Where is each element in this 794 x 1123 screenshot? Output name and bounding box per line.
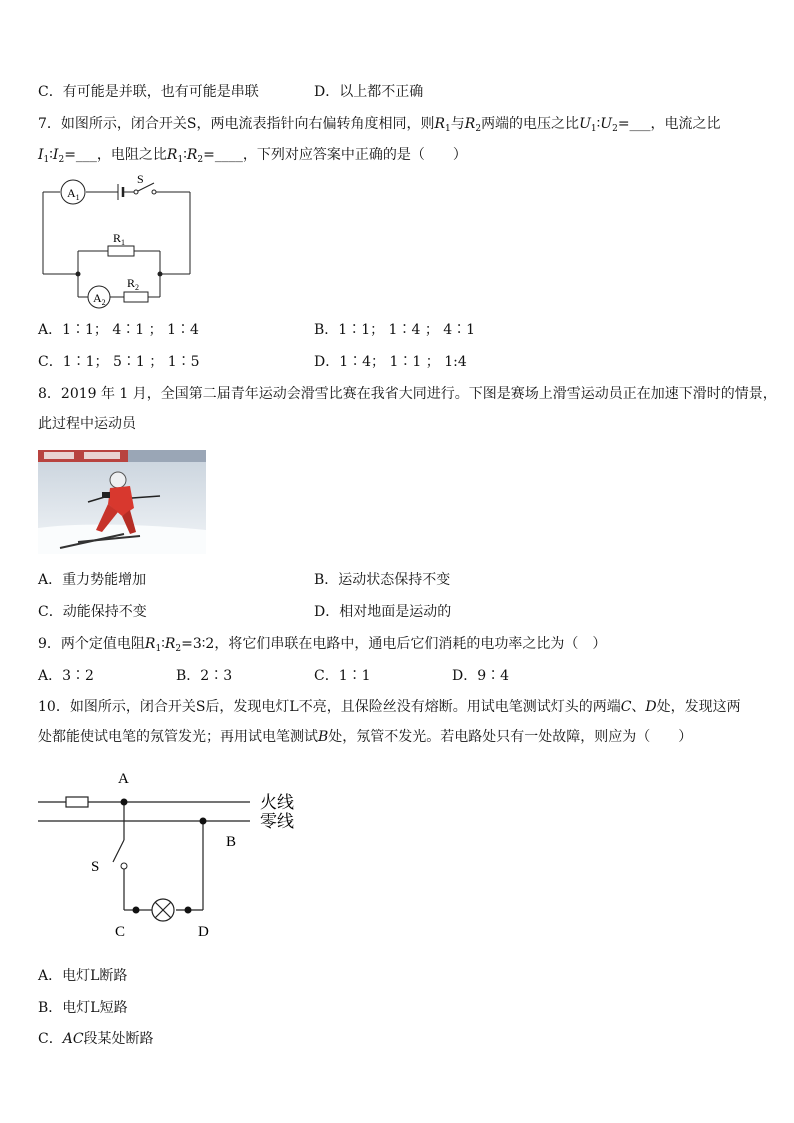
q8-stem-line1: 8．2019 年 1 月，全国第二届青年运动会滑雪比赛在我省大同进行。下图是赛场上滑雪运动员正在加速下滑时的情景， xyxy=(38,386,777,402)
label-r1: $R_1$ xyxy=(113,231,126,247)
q9-stem: 9．两个定值电阻$R_1∶R_2=3∶2$，将它们串联在电路中，通电后它们消耗的电功率之比为（ ） xyxy=(38,636,607,654)
label-d: D xyxy=(198,924,209,940)
label-a: A xyxy=(118,771,129,787)
q7-stem-line2: $I_1∶I_2=\_\_\_$，电阻之比$R_1∶R_2=\_\_\_\_$，下列对应答案中正确的是（ ） xyxy=(38,147,467,165)
label-b: B xyxy=(226,834,237,850)
label-a2: $A_2$ xyxy=(93,291,106,307)
q10-option-c: C．AC段某处断路 xyxy=(38,1031,154,1047)
q8-option-a: A．重力势能增加 xyxy=(38,572,147,588)
q9-option-a: A．3∶2 xyxy=(38,668,94,684)
q10-circuit-diagram xyxy=(38,762,308,942)
q9-option-d: D．9∶4 xyxy=(452,668,510,684)
q6-option-c: C．有可能是并联，也有可能是串联 xyxy=(38,84,259,100)
label-a1: $A_1$ xyxy=(67,186,80,202)
q7-circuit-diagram xyxy=(38,170,198,310)
q10-option-b: B．电灯L短路 xyxy=(38,1000,128,1016)
q7-stem-line1: 7．如图所示，闭合开关S，两电流表指针向右偏转角度相同，则$R_1$与$R_2$两端的电压之比$U_1∶U_2=\_\_\_$，电流之比 xyxy=(38,116,721,134)
q10-stem-line1: 10．如图所示，闭合开关S后，发现电灯L不亮，且保险丝没有熔断。用试电笔测试灯头的两端C、D处，发现这两 xyxy=(38,699,741,715)
q7-option-a: A．1∶1； 4∶1 ； 1∶4 xyxy=(38,322,199,338)
label-r2: $R_2$ xyxy=(127,276,140,292)
q10-option-a: A．电灯L断路 xyxy=(38,968,128,984)
label-s: S xyxy=(137,172,144,186)
q7-option-c: C．1∶1； 5∶1 ； 1∶5 xyxy=(38,354,200,370)
q7-option-b: B．1∶1； 1∶4 ； 4∶1 xyxy=(314,322,476,338)
q8-stem-line2: 此过程中运动员 xyxy=(38,416,136,432)
q10-stem-line2: 处都能使试电笔的氖管发光；再用试电笔测试B处，氖管不发光。若电路处只有一处故障，则应为（ ） xyxy=(38,729,693,745)
q8-option-b: B．运动状态保持不变 xyxy=(314,572,451,588)
label-s: S xyxy=(91,859,100,875)
label-live-wire: 火线 xyxy=(260,793,294,812)
q9-option-b: B．2∶3 xyxy=(176,668,233,684)
q8-option-d: D．相对地面是运动的 xyxy=(314,604,452,620)
q9-option-c: C．1∶1 xyxy=(314,668,371,684)
skier-photo xyxy=(38,450,206,554)
label-c: C xyxy=(115,924,126,940)
label-neutral-wire: 零线 xyxy=(260,812,294,831)
q7-option-d: D．1∶4； 1∶1 ； 1:4 xyxy=(314,354,467,370)
q6-option-d: D．以上都不正确 xyxy=(314,84,424,100)
q8-option-c: C．动能保持不变 xyxy=(38,604,147,620)
